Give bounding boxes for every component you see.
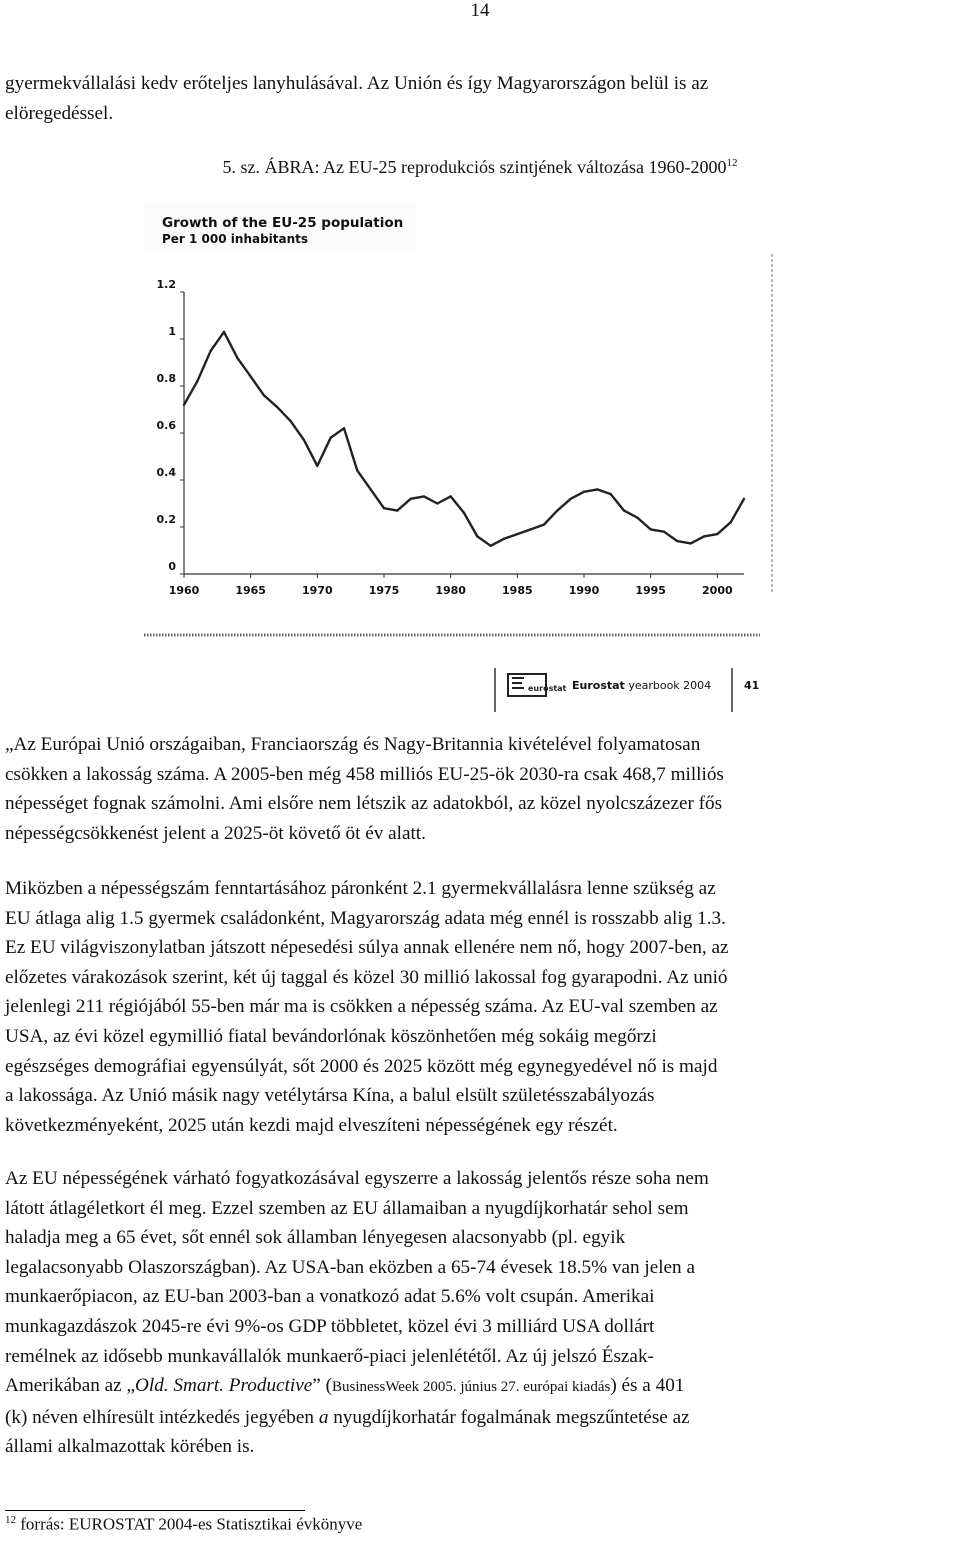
text-line: népességcsökkenést jelent a 2025-öt követő öt év alatt.	[5, 822, 426, 844]
paragraph-1	[5, 730, 957, 848]
data-point	[249, 375, 251, 377]
y-tick-label: 0.2	[156, 513, 176, 526]
data-point	[503, 538, 505, 540]
x-tick-label: 1985	[502, 584, 533, 597]
x-tick-label: 1960	[168, 584, 200, 597]
text-line: állami alkalmazottak körében is.	[5, 1436, 255, 1458]
intro-paragraph	[5, 69, 957, 128]
x-tick-label: 1965	[235, 584, 266, 597]
eurostat-logo-text: eurostat	[528, 684, 567, 693]
text-line: elöregedéssel.	[5, 102, 114, 124]
text-line	[5, 1403, 957, 1433]
data-point	[263, 394, 265, 396]
text-run: (k) néven elhíresült intézkedés jegyében	[5, 1406, 319, 1428]
publication-page: 41	[744, 679, 760, 692]
source-citation: BusinessWeek 2005. június 27. európai kiadás	[331, 1379, 611, 1396]
text-line: népességet fognak számolni. Ami elsőre nem létszik az adatokból, az közel nyolcszázezer fős	[5, 793, 723, 815]
y-tick-label: 0.8	[156, 372, 176, 385]
text-run: nyugdíjkorhatár fogalmának megszűntetése az	[328, 1406, 690, 1428]
data-point	[516, 533, 518, 535]
data-point	[636, 516, 638, 518]
footnote-number: 12	[5, 1514, 16, 1526]
text-run: „	[126, 1375, 135, 1397]
x-tick-label: 1995	[635, 584, 666, 597]
data-point	[289, 420, 291, 422]
data-point	[703, 535, 705, 537]
x-tick-label: 2000	[702, 584, 733, 597]
data-point	[436, 502, 438, 504]
chart-background	[140, 192, 840, 722]
x-tick-label: 1970	[302, 584, 333, 597]
footnote	[5, 1514, 362, 1535]
y-tick-label: 1.2	[156, 278, 176, 291]
footnote-separator	[5, 1510, 305, 1511]
text-run: ) és a 401	[610, 1375, 685, 1397]
text-line: jelenlegi 211 régiójából 55-ben már ma is csökken a népesség száma. Az EU-val szemben az	[5, 996, 718, 1018]
y-tick-label: 1	[168, 325, 176, 338]
data-point	[583, 491, 585, 493]
y-tick-label: 0.4	[156, 466, 176, 479]
data-point	[556, 509, 558, 511]
data-point	[476, 535, 478, 537]
publisher-name: Eurostat	[572, 679, 625, 692]
text-line: Ez EU világviszonylatban játszott népesedési súlya annak ellenére nem nő, hogy 2007-ben, az	[5, 937, 729, 959]
text-line: USA, az évi közel egymillió fiatal bevándorlónak köszönhetően még sokáig megőrzi	[5, 1025, 657, 1047]
figure-caption	[0, 157, 960, 178]
text-line	[5, 1371, 957, 1403]
data-point	[183, 404, 185, 406]
data-point	[729, 521, 731, 523]
data-point	[303, 439, 305, 441]
text-run: Amerikában az	[5, 1375, 127, 1397]
data-point	[609, 493, 611, 495]
chart-svg	[140, 192, 840, 722]
data-point	[209, 350, 211, 352]
data-point	[569, 498, 571, 500]
data-point	[623, 509, 625, 511]
data-point	[369, 488, 371, 490]
text-line: munkagazdászok 2045-re évi 9%-os GDP többletet, közel évi 3 milliárd USA dollárt	[5, 1315, 655, 1337]
text-line: EU átlaga alig 1.5 gyermek családonként, Magyarország adata még ennél is rosszabb alig 1.3.	[5, 907, 726, 929]
data-point	[529, 528, 531, 530]
data-point	[396, 509, 398, 511]
chart-subtitle: Per 1 000 inhabitants	[162, 232, 309, 246]
data-point	[409, 498, 411, 500]
data-point	[383, 507, 385, 509]
text-line: látott átlagéletkort él meg. Ezzel szemben az EU államaiban a nyugdíjkorhatár sehol sem	[5, 1197, 689, 1219]
data-point	[343, 427, 345, 429]
data-point	[689, 542, 691, 544]
text-line: a lakossága. Az Unió másik nagy vetélytársa Kína, a balul elsült születésszabályozás	[5, 1085, 655, 1107]
text-line: egészséges demográfiai egyensúlyát, sőt 2000 és 2025 között még egynegyedével nő is majd	[5, 1055, 718, 1077]
page-number: 14	[470, 0, 490, 21]
data-point	[423, 495, 425, 497]
data-point	[649, 528, 651, 530]
paragraph-3	[5, 1164, 957, 1462]
footnote-text: forrás: EUROSTAT 2004-es Statisztikai évkönyve	[20, 1514, 363, 1534]
text-line: csökken a lakosság száma. A 2005-ben még 458 milliós EU-25-ök 2030-ra csak 468,7 milliós	[5, 763, 724, 785]
text-line: haladja meg a 65 évet, sőt ennél sok államban lényegesen alacsonyabb (pl. egyik	[5, 1227, 626, 1249]
text-line: Miközben a népességszám fenntartásához páronként 2.1 gyermekvállalásra lenne szükség az	[5, 878, 716, 899]
data-point	[316, 465, 318, 467]
data-point	[356, 469, 358, 471]
text-line: „Az Európai Unió országaiban, Franciaország és Nagy-Britannia kivételével folyamatosan	[5, 734, 701, 755]
text-line: remélnek az idősebb munkavállalók munkaerő-piaci jelenlététől. Az új jelszó Észak-	[5, 1345, 654, 1367]
footnote-ref: 12	[726, 157, 738, 169]
data-point	[743, 498, 745, 500]
data-point	[196, 380, 198, 382]
paragraph-2	[5, 874, 957, 1140]
slogan-text: Old. Smart. Productive	[135, 1375, 313, 1397]
text-line: gyermekvállalási kedv erőteljes lanyhulásával. Az Unión és így Magyarországon belül is az	[5, 73, 709, 94]
data-point	[236, 357, 238, 359]
x-tick-label: 1990	[568, 584, 600, 597]
data-point	[663, 531, 665, 533]
text-line: legalacsonyabb Olaszországban). Az USA-ban eközben a 65-74 évesek 18.5% van jelen a	[5, 1256, 695, 1278]
data-point	[276, 406, 278, 408]
y-tick-label: 0.6	[156, 419, 176, 432]
data-point	[449, 495, 451, 497]
data-point	[223, 331, 225, 333]
population-growth-chart	[140, 192, 840, 722]
text-line: Az EU népességének várható fogyatkozásával egyszerre a lakosság jelentős része soha nem	[5, 1168, 709, 1189]
y-tick-label: 0	[168, 560, 176, 573]
text-line: munkaerőpiacon, az EU-ban 2003-ban a vonatkozó adat 5.6% volt csupán. Amerikai	[5, 1286, 655, 1308]
data-point	[543, 523, 545, 525]
data-point	[676, 540, 678, 542]
publication-label	[572, 679, 711, 692]
data-point	[596, 488, 598, 490]
chart-title: Growth of the EU-25 population	[162, 215, 404, 231]
x-tick-label: 1975	[368, 584, 400, 597]
data-point	[329, 437, 331, 439]
text-line: előzetes várakozások szerint, két új taggal és közel 30 millió lakossal fog gyarapodni. Az unió	[5, 966, 728, 988]
data-point	[489, 545, 491, 547]
italic-a: a	[318, 1406, 329, 1428]
data-point	[463, 512, 465, 514]
text-line: következményeként, 2025 után kezdi majd elveszíteni népességének egy részét.	[5, 1114, 618, 1136]
figure-caption-text: 5. sz. ÁBRA: Az EU-25 reprodukciós szintjének változása 1960-2000	[222, 157, 727, 177]
text-run: ” (	[312, 1375, 332, 1397]
data-point	[716, 533, 718, 535]
publication-name: yearbook 2004	[628, 679, 712, 692]
x-tick-label: 1980	[435, 584, 466, 597]
